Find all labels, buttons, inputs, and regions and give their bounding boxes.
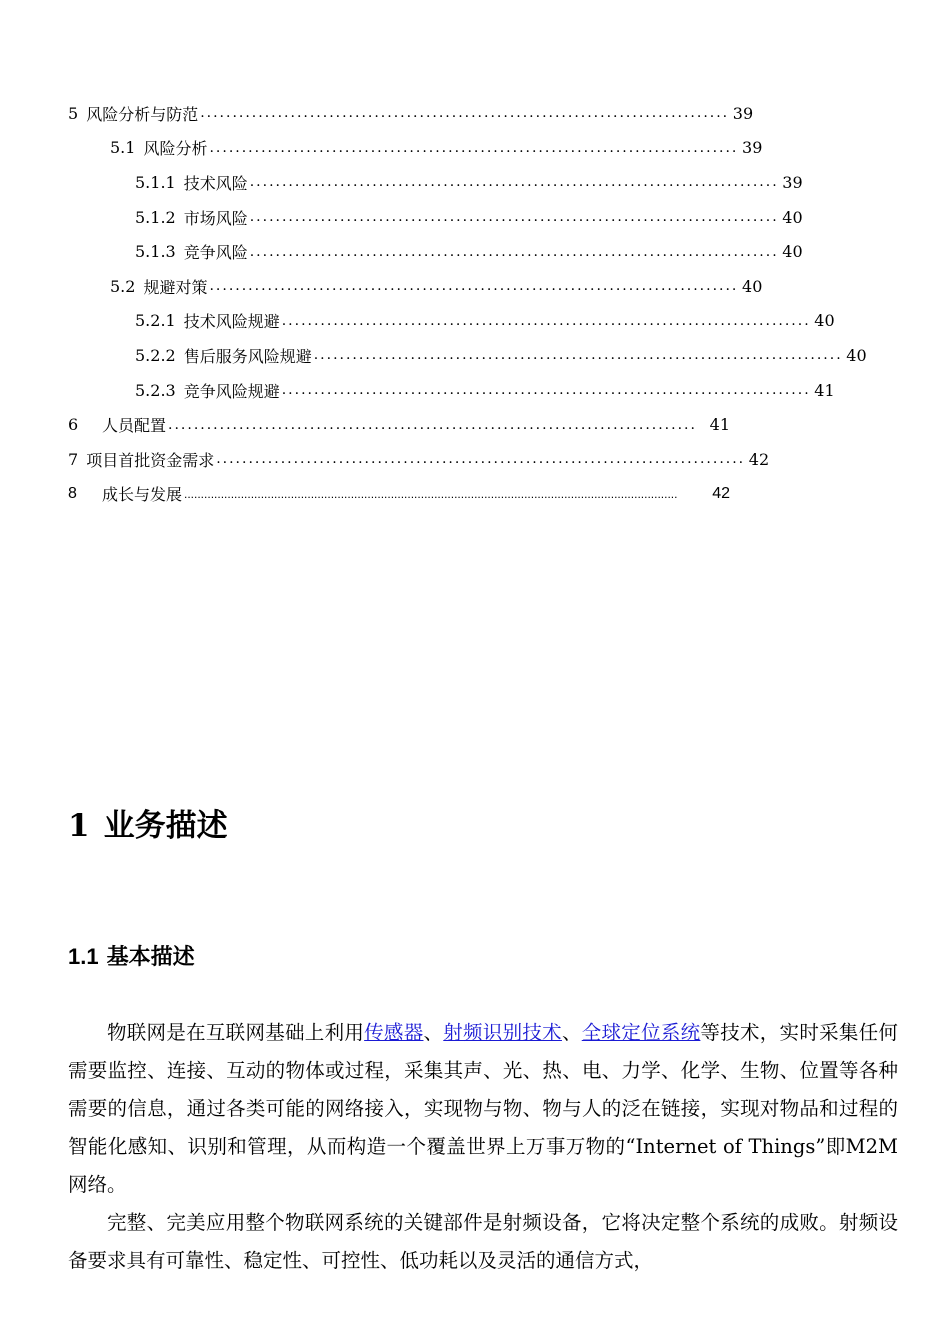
toc-page: 40 xyxy=(814,311,835,331)
toc-entry[interactable] xyxy=(68,373,835,408)
section-heading xyxy=(68,940,195,971)
toc-number: 7 xyxy=(68,449,79,469)
toc-title: 人员配置 xyxy=(102,416,167,436)
text-run: 、 xyxy=(561,1021,582,1044)
toc-title: 规避对策 xyxy=(143,277,208,297)
toc-title: 技术风险 xyxy=(183,173,248,193)
table-of-contents xyxy=(68,96,867,511)
toc-number: 5.2 xyxy=(110,276,136,296)
toc-number: 5.2.1 xyxy=(135,311,176,331)
toc-title: 售后服务风险规避 xyxy=(183,346,312,366)
toc-leader: .................................................................................. xyxy=(168,416,697,433)
toc-leader: .................................................................................. xyxy=(249,209,779,226)
section-title: 基本描述 xyxy=(106,944,195,969)
body-text xyxy=(68,1014,898,1280)
toc-title: 竞争风险 xyxy=(183,243,248,263)
toc-entry[interactable] xyxy=(68,304,835,339)
toc-entry[interactable] xyxy=(68,477,730,512)
link-rfid[interactable]: 射频识别技术 xyxy=(443,1021,562,1044)
toc-page: 41 xyxy=(814,380,835,400)
toc-page: 40 xyxy=(782,207,803,227)
toc-page: 40 xyxy=(846,345,867,365)
toc-leader: .................................................................................. xyxy=(249,174,779,191)
toc-entry[interactable] xyxy=(68,131,763,166)
toc-number: 8 xyxy=(68,484,77,502)
toc-entry[interactable] xyxy=(68,234,803,269)
toc-entry[interactable] xyxy=(68,442,770,477)
text-run: 物联网是在互联网基础上利用 xyxy=(107,1021,365,1044)
toc-number: 5.1.1 xyxy=(135,172,176,192)
toc-number: 5.1.3 xyxy=(135,242,176,262)
toc-title: 项目首批资金需求 xyxy=(86,450,215,470)
chapter-title: 业务描述 xyxy=(103,808,228,844)
paragraph: 完整、完美应用整个物联网系统的关键部件是射频设备，它将决定整个系统的成败。射频设备要求具有可靠性、稳定性、可控性、低功耗以及灵活的通信方式， xyxy=(68,1211,898,1272)
toc-page: 39 xyxy=(732,103,754,123)
toc-title: 技术风险规避 xyxy=(183,312,280,332)
toc-leader: .................................................................................. xyxy=(249,243,779,260)
text-run: 等技术，实时采集任何需要监控、连接、互动的物体或过程，采集其声、光、热、电、力学、化学、生物、位置等各种需要的信息，通过各类可能的网络接入，实现物与物、物与人的泛在链接，实现对物品和过程的智能化感知、识别和管理，从而构造一个覆盖世界上万事万物的“Internet of Things”即M2M网络。 xyxy=(68,1021,898,1196)
toc-page: 40 xyxy=(782,242,803,262)
toc-entry[interactable] xyxy=(68,165,803,200)
toc-number: 5.2.2 xyxy=(135,345,176,365)
toc-leader: .................................................................................. xyxy=(281,382,811,399)
toc-number: 5.2.3 xyxy=(135,380,176,400)
toc-title: 风险分析与防范 xyxy=(86,104,199,124)
toc-title: 风险分析 xyxy=(143,139,208,159)
toc-number: 5.1.2 xyxy=(135,207,176,227)
toc-entry[interactable] xyxy=(68,269,763,304)
toc-leader: .................................................................................. xyxy=(209,139,739,156)
toc-leader: .................................................................................. xyxy=(216,451,746,468)
section-number: 1.1 xyxy=(68,944,99,969)
toc-title: 市场风险 xyxy=(183,208,248,228)
toc-entry[interactable] xyxy=(68,338,867,373)
link-gps[interactable]: 全球定位系统 xyxy=(581,1021,701,1044)
link-sensor[interactable]: 传感器 xyxy=(364,1021,424,1044)
toc-number: 6 xyxy=(68,415,79,435)
text-run: 、 xyxy=(423,1021,444,1044)
toc-page: 41 xyxy=(709,415,730,435)
toc-entry[interactable] xyxy=(68,96,754,131)
chapter-number: 1 xyxy=(68,808,90,844)
toc-title: 竞争风险规避 xyxy=(183,381,280,401)
chapter-heading xyxy=(68,800,228,845)
toc-title: 成长与发展 xyxy=(102,487,183,505)
toc-page: 42 xyxy=(748,449,770,469)
toc-leader: .................................................................................. xyxy=(313,347,843,364)
toc-entry[interactable] xyxy=(68,407,730,442)
toc-number: 5 xyxy=(68,103,79,123)
toc-leader: .................................................................................. xyxy=(209,278,739,295)
toc-page: 39 xyxy=(782,172,803,192)
toc-leader: .................................................................................. xyxy=(200,105,730,122)
toc-leader: .................................................................................................................................................... xyxy=(184,486,678,501)
toc-number: 5.1 xyxy=(110,138,136,158)
toc-page: 39 xyxy=(742,138,763,158)
paragraph xyxy=(68,1014,898,1204)
toc-page: 40 xyxy=(742,276,763,296)
toc-entry[interactable] xyxy=(68,200,803,235)
toc-page: 42 xyxy=(712,484,730,502)
toc-leader: .................................................................................. xyxy=(281,312,811,329)
